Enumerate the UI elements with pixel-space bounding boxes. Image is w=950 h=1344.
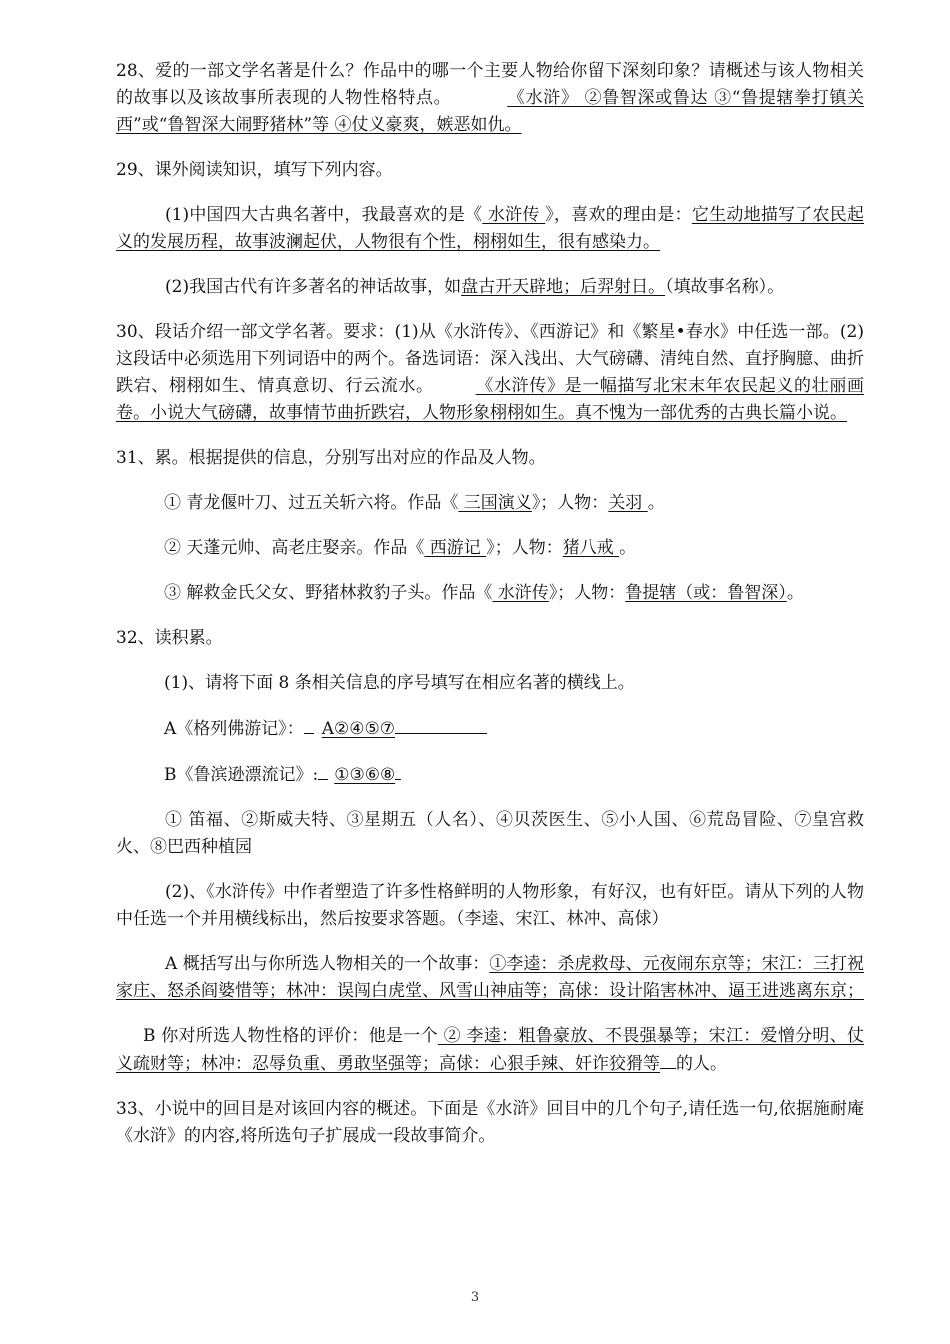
q29-p2-suffix: （填故事名称）。 (665, 277, 785, 297)
question-30-answer: 《水浒传》是一幅描写北宋末年农民起义的壮丽画卷。小说大气磅礴，故事情节曲折跌宕，人物形象栩栩如生。真不愧为一部优秀的古典长篇小说。 (116, 376, 865, 423)
q31-item-2-work: 西游记 (424, 538, 487, 558)
q29-p1-book-answer: 水浒传 (482, 205, 546, 225)
q32-a-blank-line (395, 715, 487, 734)
question-32-part-2-instruction: (2)、《水浒传》中作者塑造了许多性格鲜明的人物形象，有好汉，也有奸臣。请从下列的人物中任选一个并用横线标出，然后按要求答题。（李逵、宋江、林冲、高俅） (116, 882, 864, 929)
q32-a2-answer: ①李逵：杀虎救母、元夜闹东京等；宋江：三打祝家庄、怒杀阎婆惜等；林冲：误闯白虎堂、风雪山神庙等；高俅：设计陷害林冲、逼王进逃离东京； (116, 954, 865, 1001)
page-number: 3 (470, 1290, 480, 1305)
q32-a2-prefix: A 概括写出与你所选人物相关的一个故事： (165, 954, 490, 974)
question-31-item-1: ① 青龙偃叶刀、过五关斩六将。作品《 三国演义》；人物：关羽 。 (164, 493, 665, 513)
q32-b2-prefix: B 你对所选人物性格的评价：他是一个 (143, 1026, 438, 1046)
q29-p1-mid: 》，喜欢的理由是： (545, 205, 692, 225)
q31-item-2-person: 猪八戒 (562, 538, 620, 558)
question-28-answer: 《水浒》 ②鲁智深或鲁达 ③“鲁提辖拳打镇关西”或“鲁智深大闹野猪林”等 ④仗义豪爽，嫉恶如仇。 (116, 88, 864, 135)
q29-p1-reason-answer: 它生动地描写了农民起义的发展历程，故事波澜起伏，人物很有个性，栩栩如生，很有感染力。 (116, 205, 864, 252)
q32-b-label: B《鲁滨逊漂流记》: (164, 765, 319, 785)
question-30 (116, 319, 864, 427)
question-29-part-1 (116, 202, 864, 256)
q31-item-1-person: 关羽 (608, 493, 648, 513)
q29-p2-prefix: (2)我国古代有许多著名的神话故事，如 (165, 277, 462, 297)
q32-b2-suffix: 的人。 (676, 1054, 727, 1074)
question-29-part-2 (116, 274, 864, 301)
question-32-b2 (116, 1023, 864, 1078)
q29-p2-answer: 盘古开天辟地；后羿射日。 (461, 277, 666, 297)
question-31-item-3: ③ 解救金氏父女、野猪林救豹子头。作品《 水浒传》；人物：鲁提辖（或：鲁智深）。 (164, 583, 804, 603)
question-32-a2 (116, 951, 864, 1005)
question-32-a-line (116, 715, 864, 743)
q32-b-answer: ①③⑥⑧ (334, 765, 396, 785)
question-28-text: 28、爱的一部文学名著是什么？作品中的哪一个主要人物给你留下深刻印象？请概述与该人物相关的故事以及该故事所表现的人物性格特点。 (116, 61, 864, 108)
q32-a-answer: A②④⑤⑦ (321, 719, 396, 739)
question-32-b-line (116, 761, 864, 789)
question-28 (116, 58, 864, 139)
question-31-item-2: ② 天蓬元帅、高老庄娶亲。作品《 西游记 》；人物：猪八戒 。 (164, 538, 637, 558)
question-32-info-list: ① 笛福、②斯威夫特、③星期五（人名）、④贝茨医生、⑤小人国、⑥荒岛冒险、⑦皇宫救火、⑧巴西种植园 (116, 810, 864, 857)
q29-p1-prefix: (1)中国四大古典名著中，我最喜欢的是《 (165, 205, 483, 225)
document-body (116, 58, 864, 1150)
question-33: 33、小说中的回目是对该回内容的概述。下面是《水浒》回目中的几个句子,请任选一句,依据施耐庵《水浒》的内容,将所选句子扩展成一段故事简介。 (116, 1099, 865, 1146)
question-30-text: 30、段话介绍一部文学名著。要求：(1)从《水浒传》、《西游记》和《繁星•春水》中任选一部。(2)这段话中必须选用下列词语中的两个。备选词语：深入浅出、大气磅礴、清纯自然、直抒胸臆、曲折跌宕、栩栩如生、情真意切、行云流水。 (116, 322, 864, 396)
q31-item-1-work: 三国演义 (458, 493, 532, 513)
q32-b2-answer: ② 李逵：粗鲁豪放、不畏强暴等；宋江：爱憎分明、仗义疏财等；林冲：忍辱负重、勇敢坚强等；高俅：心狠手辣、奸诈狡猾等 (116, 1026, 864, 1074)
q32-a-label: A《格列佛游记》： (164, 719, 304, 739)
question-32: 32、读积累。 (116, 628, 223, 648)
q31-item-3-person: 鲁提辖（或：鲁智深） (625, 583, 787, 603)
question-32-part-1-instruction: (1)、请将下面 8 条相关信息的序号填写在相应名著的横线上。 (164, 673, 635, 693)
question-31: 31、累。根据提供的信息，分别写出对应的作品及人物。 (116, 448, 546, 468)
q31-item-3-work: 水浒传 (492, 583, 549, 603)
question-29: 29、课外阅读知识，填写下列内容。 (116, 160, 393, 180)
